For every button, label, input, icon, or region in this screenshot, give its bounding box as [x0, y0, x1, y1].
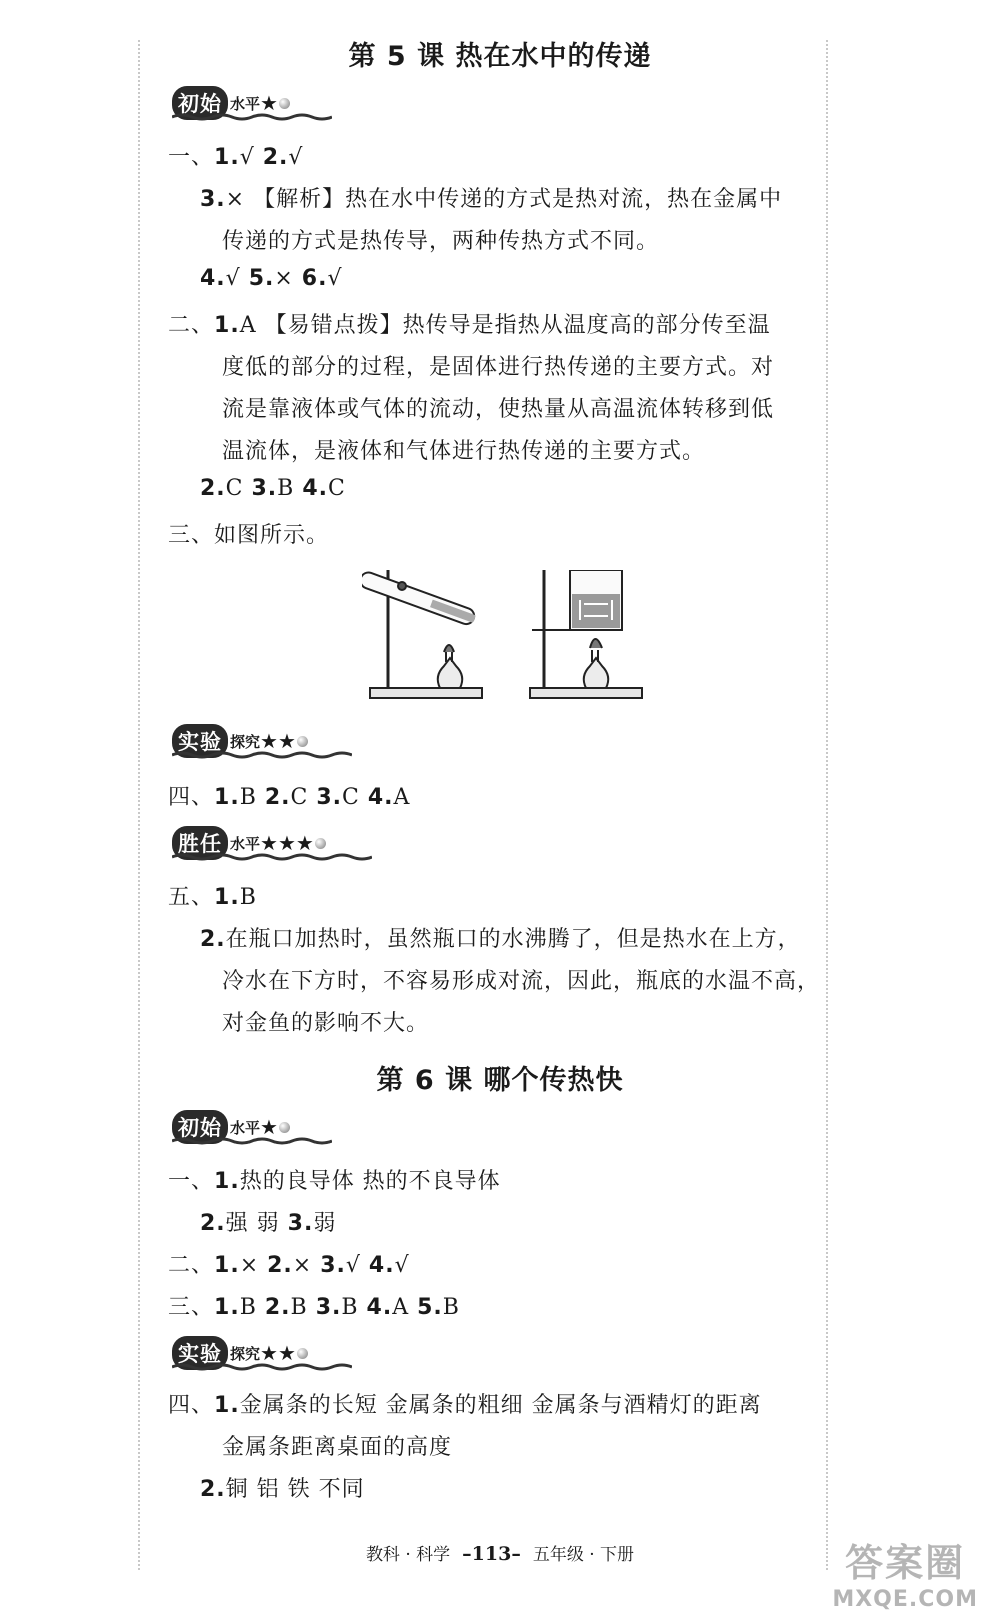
star-icon: ★★★: [260, 831, 314, 855]
test-tube-stand: [362, 570, 482, 698]
answer-line: 2.铜 铝 铁 不同: [200, 1477, 365, 1502]
answer-line: 五、1.B: [168, 885, 257, 910]
answer-line: 温流体，是液体和气体进行热传递的主要方式。: [222, 439, 706, 464]
wave-underline-icon: [172, 853, 372, 861]
answer-line: 四、1.B 2.C 3.C 4.A: [168, 785, 411, 810]
badge-experiment: [172, 724, 352, 764]
answer-line: 2.C 3.B 4.C: [200, 476, 346, 501]
badge-level: 探究: [230, 732, 261, 751]
answer-line: 2.在瓶口加热时，虽然瓶口的水沸腾了，但是热水在上方，: [200, 927, 801, 952]
ball-icon: [297, 1348, 308, 1359]
answer-line: 四、1.金属条的长短 金属条的粗细 金属条与酒精灯的距离: [168, 1393, 762, 1418]
answer-line: 一、1.√ 2.√: [168, 145, 304, 170]
answer-line: 对金鱼的影响不大。: [222, 1011, 430, 1036]
answer-line: 冷水在下方时，不容易形成对流，因此，瓶底的水温不高，: [222, 969, 821, 994]
watermark-url: MXQE.COM: [832, 1587, 978, 1612]
badge-experiment: [172, 1336, 352, 1376]
ball-icon: [279, 98, 290, 109]
answer-line: 2.强 弱 3.弱: [200, 1211, 337, 1236]
ball-icon: [279, 1122, 290, 1133]
answer-line: 流是靠液体或气体的流动，使热量从高温流体转移到低: [222, 397, 775, 422]
watermark-logo: 答案圈: [845, 1541, 966, 1585]
badge-label: 胜任: [172, 826, 228, 860]
star-icon: ★★: [260, 729, 296, 753]
heat-apparatus-figure: [362, 570, 662, 710]
wave-underline-icon: [172, 1363, 352, 1371]
badge-level: 水平: [230, 94, 261, 113]
badge-label: 实验: [172, 724, 228, 758]
answer-line: 一、1.热的良导体 热的不良导体: [168, 1169, 501, 1194]
badge-label: 实验: [172, 1336, 228, 1370]
wave-underline-icon: [172, 1137, 332, 1145]
star-icon: ★: [260, 1115, 278, 1139]
badge-label: 初始: [172, 1110, 228, 1144]
left-column-rule: [138, 40, 140, 1570]
beaker-stand: [530, 570, 642, 698]
wave-underline-icon: [172, 751, 352, 759]
badge-label: 初始: [172, 86, 228, 120]
answer-line: 二、1.A 【易错点拨】热传导是指热从温度高的部分传至温: [168, 313, 771, 338]
answer-line: 度低的部分的过程，是固体进行热传递的主要方式。对: [222, 355, 775, 380]
page-number: –113–: [462, 1543, 521, 1565]
footer-grade: 五年级 · 下册: [532, 1545, 635, 1565]
right-column-rule: [826, 40, 828, 1570]
badge-level: 水平: [230, 834, 261, 853]
answer-line: 二、1.× 2.× 3.√ 4.√: [168, 1253, 410, 1278]
answer-line: 金属条距离桌面的高度: [222, 1435, 453, 1460]
ball-icon: [315, 838, 326, 849]
lesson-6-title: 第 6 课 哪个传热快: [376, 1065, 624, 1096]
answer-line: 4.√ 5.× 6.√: [200, 266, 343, 291]
badge-basic-level: [172, 1110, 352, 1150]
answer-line: 3.× 【解析】热在水中传递的方式是热对流，热在金属中: [200, 187, 783, 212]
badge-basic-level: [172, 86, 352, 126]
footer-subject: 教科 · 科学: [365, 1545, 451, 1565]
star-icon: ★: [260, 91, 278, 115]
badge-level: 探究: [230, 1344, 261, 1363]
ball-icon: [297, 736, 308, 747]
answer-line: 三、1.B 2.B 3.B 4.A 5.B: [168, 1295, 460, 1320]
badge-competent: [172, 826, 352, 866]
star-icon: ★★: [260, 1341, 296, 1365]
lesson-5-title: 第 5 课 热在水中的传递: [348, 41, 652, 72]
watermark: [832, 1532, 978, 1612]
wave-underline-icon: [172, 113, 332, 121]
answer-line: 传递的方式是热传导，两种传热方式不同。: [222, 229, 660, 254]
answer-line: 三、如图所示。: [168, 523, 330, 548]
badge-level: 水平: [230, 1118, 261, 1137]
